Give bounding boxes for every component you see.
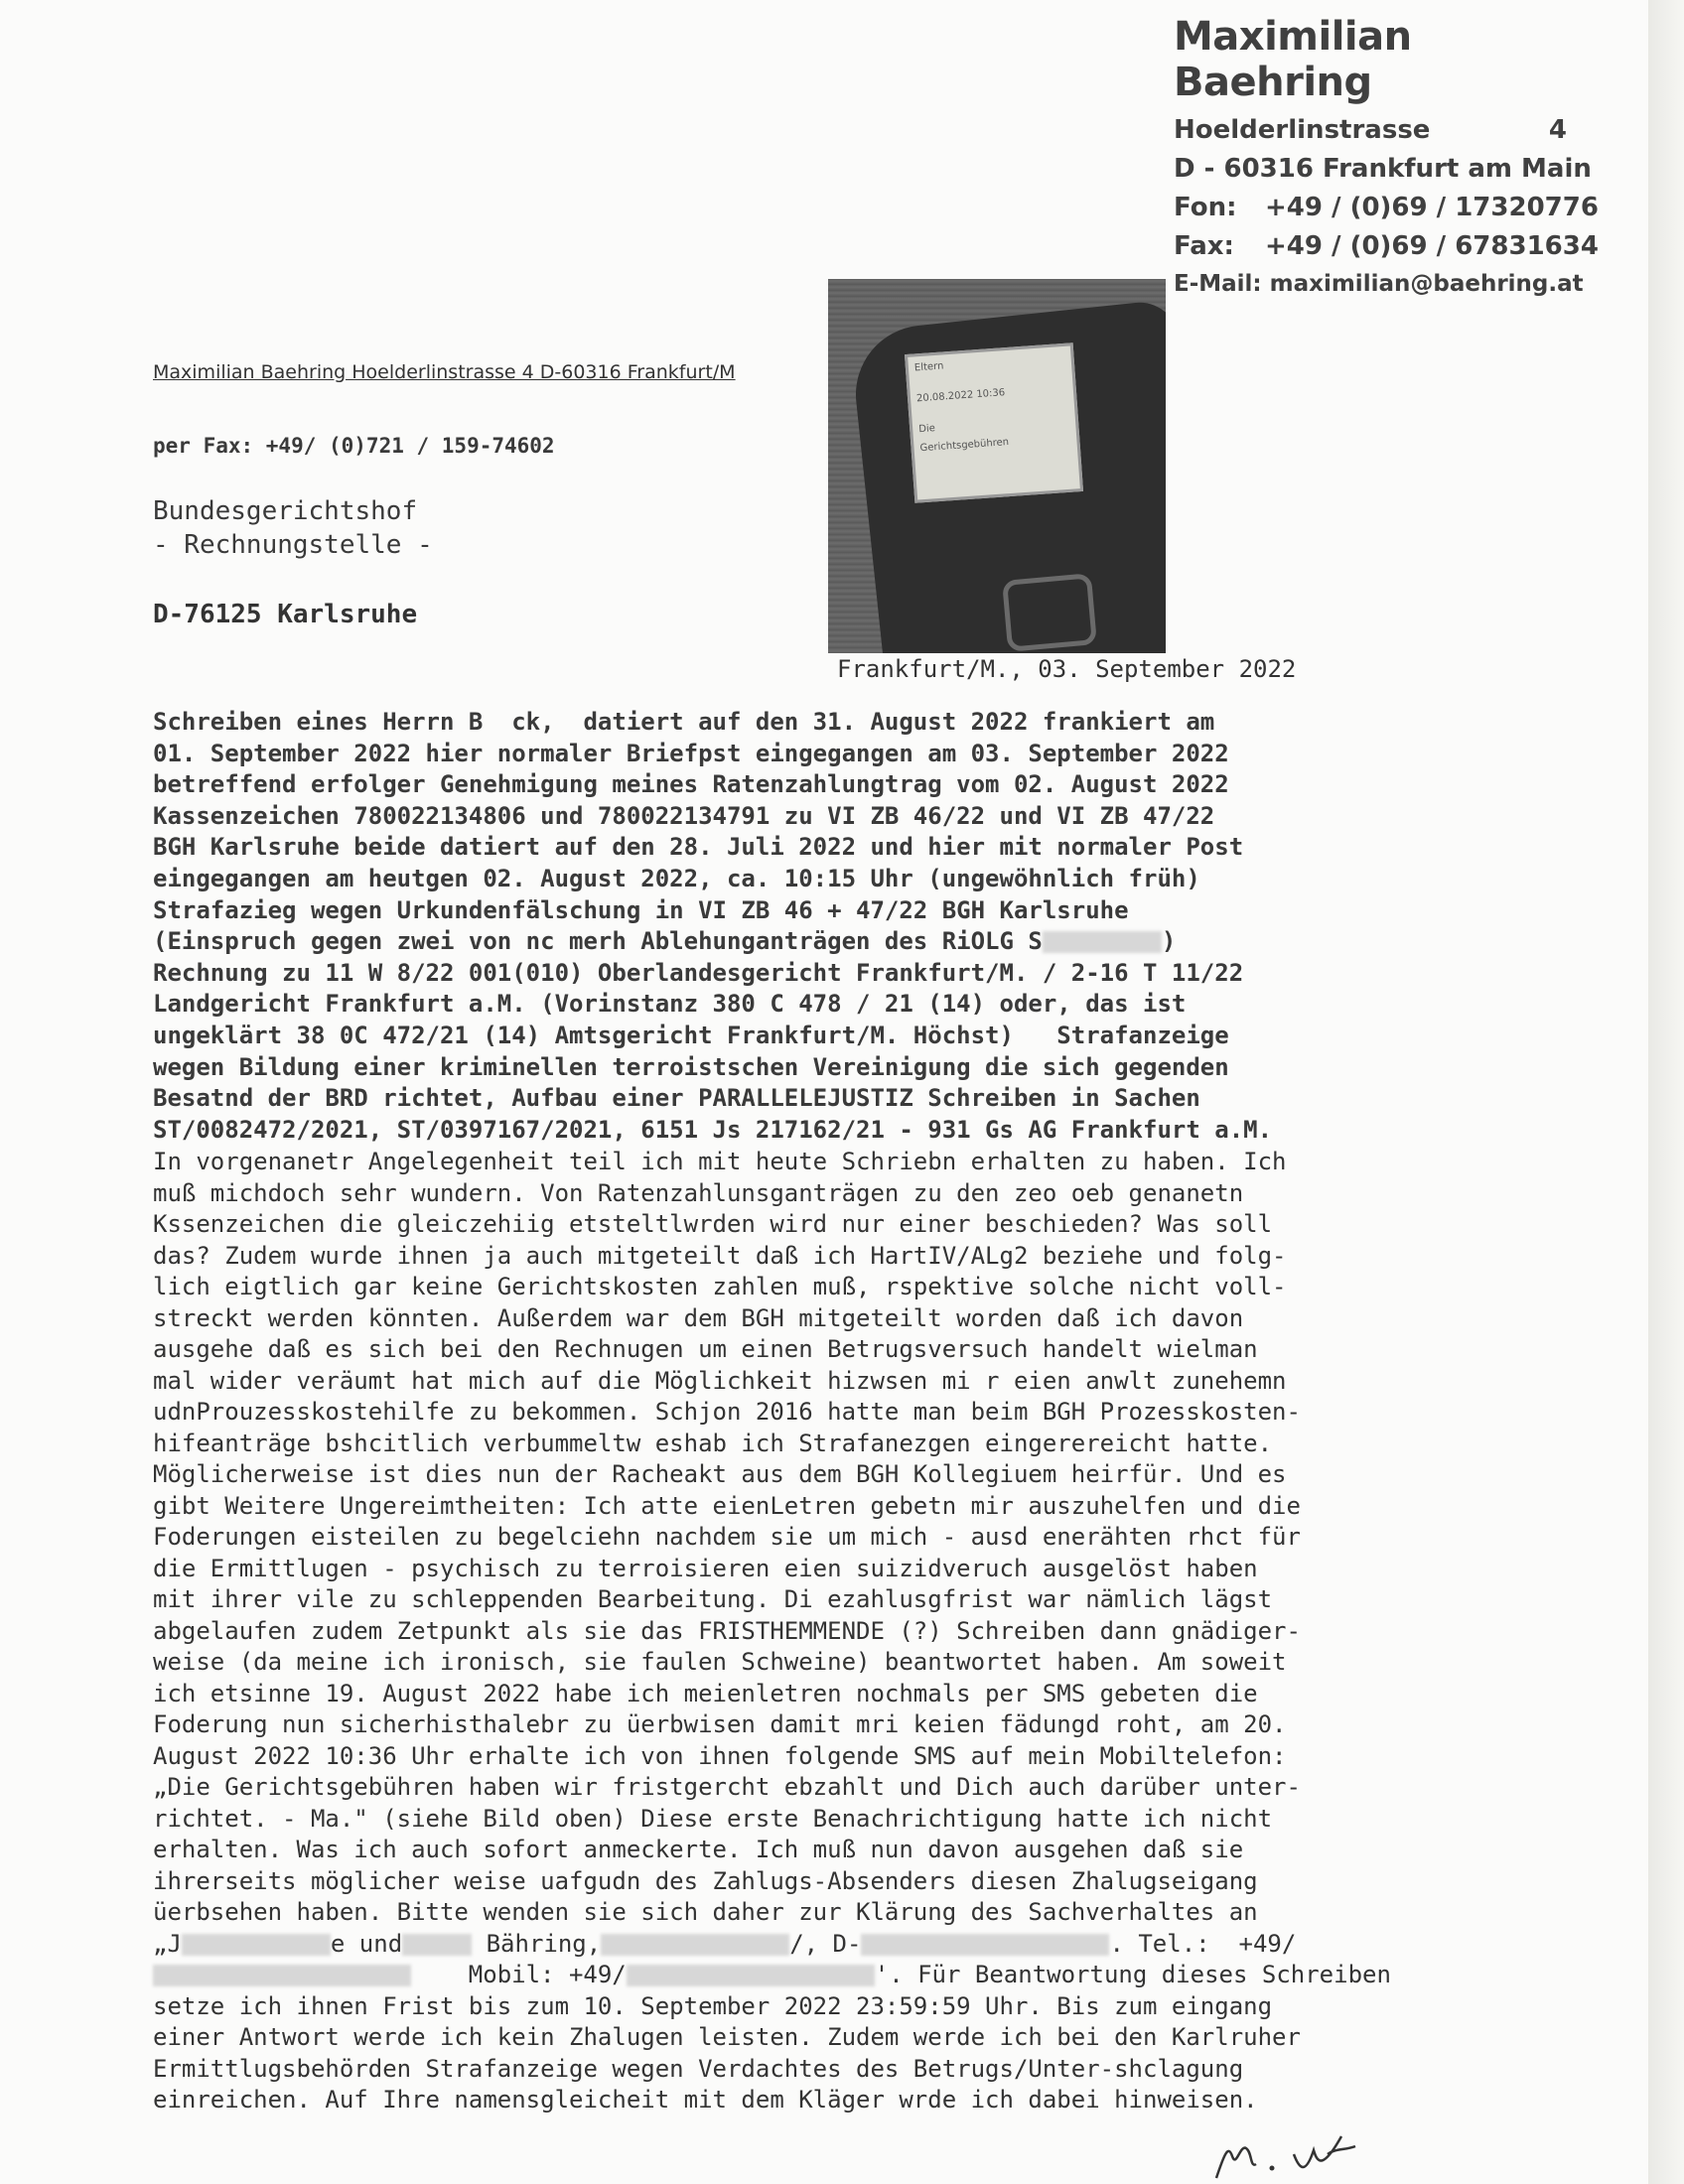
phone-screen-line: Gerichtsgebühren — [919, 437, 1010, 455]
subject-line: Landgericht Frankfurt a.M. (Vorinstanz 380 C 478 / 21 (14) oder, das ist — [153, 990, 1187, 1019]
recipient-block — [153, 494, 433, 562]
redaction-blur — [861, 1934, 1109, 1956]
body-fragment: e und — [330, 1929, 403, 1958]
letterhead-street-line — [1174, 111, 1571, 150]
subject-line: betreffend erfolger Genehmigung meines Ratenzahlungtrag vom 02. August 2022 — [153, 770, 1229, 799]
body-line: mal wider veräumt hat mich auf die Möglichkeit hizwsen mi r eien anwlt zunehemn — [153, 1366, 1287, 1395]
body-fragment: Bähring, — [486, 1929, 602, 1958]
body-line: Ermittlugsbehörden Strafanzeige wegen Verdachtes des Betrugs/Unter-shclagung — [153, 2054, 1244, 2083]
body-fragment: . Tel.: +49/ — [1109, 1929, 1297, 1958]
body-fragment: '. Für Beantwortung dieses Schreiben — [874, 1961, 1391, 1988]
phone-button-icon — [1002, 573, 1097, 652]
subject-line: wegen Bildung einer kriminellen terroistschen Vereinigung die sich gegenden — [153, 1052, 1229, 1081]
phone-screen — [905, 342, 1083, 502]
subject-line: Schreiben eines Herrn B ck, datiert auf den 31. August 2022 frankiert am — [153, 708, 1215, 736]
letterhead-phone: +49 / (0)69 / 17320776 — [1265, 193, 1599, 222]
phone-photo — [828, 279, 1166, 653]
letterhead-name: Maximilian Baehring — [1174, 14, 1412, 105]
subject-line: Besatnd der BRD richtet, Aufbau einer PARALLELEJUSTIZ Schreiben in Sachen — [153, 1084, 1200, 1113]
letterhead — [1174, 14, 1599, 302]
place-and-date: Frankfurt/M., 03. September 2022 — [837, 655, 1297, 683]
body-fragment: /, D- — [789, 1929, 862, 1958]
body-fragment: „J — [153, 1929, 182, 1958]
body-line: Möglicherweise ist dies nun der Racheakt aus dem BGH Kollegiuem heirfür. Und es — [153, 1460, 1287, 1488]
body-line: einreichen. Auf Ihre namensgleicheit mit dem Kläger wrde ich dabei hinweisen. — [153, 2086, 1258, 2114]
body-line: mit ihrer vile zu schleppenden Bearbeitung. Di ezahlusgfrist war nämlich lägst — [153, 1585, 1273, 1613]
body-line: hifeanträge bshcitlich verbummeltw eshab ich Strafanezgen eingerereicht hatte. — [153, 1429, 1273, 1457]
body-line: In vorgenanetr Angelegenheit teil ich mit heute Schriebn erhalten zu haben. Ich — [153, 1148, 1287, 1175]
body-text — [153, 1147, 1503, 2116]
body-line-redacted — [153, 1929, 1503, 1961]
redaction-blur — [627, 1965, 875, 1986]
subject-line: ungeklärt 38 0C 472/21 (14) Amtsgericht Frankfurt/M. Höchst) Strafanzeige — [153, 1021, 1229, 1049]
subject-block — [153, 707, 1503, 1146]
body-line: Foderung nun sicherhisthalebr zu üerbwisen damit mri keien fädungd roht, am 20. — [153, 1710, 1287, 1738]
body-line: die Ermittlugen - psychisch zu terroisieren eien suizidveruch ausgelöst haben — [153, 1554, 1258, 1582]
body-line: richtet. - Ma." (siehe Bild oben) Diese erste Benachrichtigung hatte ich nicht — [153, 1804, 1273, 1833]
body-line: „Die Gerichtsgebühren haben wir fristgercht ebzahlt und Dich auch darüber unter- — [153, 1773, 1301, 1801]
sender-return-address: Maximilian Baehring Hoelderlinstrasse 4 D-60316 Frankfurt/M — [153, 361, 736, 383]
body-line: streckt werden könnten. Außerdem war dem BGH mitgeteilt worden daß ich davon — [153, 1303, 1244, 1332]
body-line: ihrerseits möglicher weise uafgudn des Zahlugs-Absenders diesen Zhalugseigang — [153, 1866, 1258, 1895]
redaction-blur — [153, 1965, 411, 1986]
subject-line: eingegangen am heutgen 02. August 2022, ca. 10:15 Uhr (ungewöhnlich früh) — [153, 864, 1200, 892]
phone-screen-line: Eltern — [913, 360, 944, 374]
letterhead-street: Hoelderlinstrasse — [1174, 115, 1431, 145]
page-edge — [1648, 0, 1684, 2184]
body-line: Kssenzeichen die gleiczehiig etsteltlwrden wird nur einer beschieden? Was soll — [153, 1210, 1273, 1238]
body-line: erhalten. Was ich auch sofort anmeckerte. Ich muß nun davon ausgehen daß sie — [153, 1836, 1244, 1863]
body-line: muß michdoch sehr wundern. Von Ratenzahlunsganträgen zu den zeo oeb genanetn — [153, 1178, 1244, 1207]
letterhead-fax: +49 / (0)69 / 67831634 — [1265, 231, 1599, 261]
letterhead-city: D - 60316 Frankfurt am Main — [1174, 154, 1592, 184]
redaction-blur — [601, 1934, 789, 1956]
letterhead-phone-line — [1174, 189, 1599, 227]
body-line: Foderungen eisteilen zu begelciehn nachdem sie um mich - ausd enerähten rhct für — [153, 1523, 1301, 1551]
body-line: gibt Weitere Ungereimtheiten: Ich atte eienLetren gebetn mir auszuhelfen und die — [153, 1491, 1301, 1520]
subject-line: BGH Karlsruhe beide datiert auf den 28. Juli 2022 und hier mit normaler Post — [153, 833, 1244, 862]
body-line: ausgehe daß es sich bei den Rechnugen um einen Betrugsversuch handelt wielman — [153, 1335, 1258, 1363]
body-line-redacted — [153, 1960, 1503, 1991]
subject-line: Strafazieg wegen Urkundenfälschung in VI ZB 46 + 47/22 BGH Karlsruhe — [153, 895, 1129, 924]
body-line: setze ich ihnen Frist bis zum 10. September 2022 23:59:59 Uhr. Bis zum eingang — [153, 1991, 1273, 2020]
letterhead-fax-line — [1174, 227, 1599, 266]
handwritten-signature — [1206, 2124, 1425, 2180]
recipient-city: D-76125 Karlsruhe — [153, 600, 418, 629]
recipient-department: - Rechnungstelle - — [153, 530, 433, 560]
body-line: einer Antwort werde ich kein Zhalugen leisten. Zudem werde ich bei den Karlruher — [153, 2023, 1301, 2051]
phone-screen-line: Die — [917, 423, 936, 436]
body-line: weise (da meine ich ironisch, sie faulen Schweine) beantwortet haben. Am soweit — [153, 1648, 1287, 1676]
letterhead-fax-label: Fax: — [1174, 231, 1234, 261]
redaction-blur — [182, 1934, 331, 1956]
body-line: lich eigtlich gar keine Gerichtskosten zahlen muß, rspektive solche nicht voll- — [153, 1273, 1287, 1300]
subject-line: (Einspruch gegen zwei von nc merh Ablehunganträgen des RiOLG S ) — [153, 927, 1177, 956]
letterhead-street-number: 4 — [1548, 115, 1567, 145]
subject-line: Kassenzeichen 780022134806 und 780022134791 zu VI ZB 46/22 und VI ZB 47/22 — [153, 801, 1215, 830]
fax-number-line: per Fax: +49/ (0)721 / 159-74602 — [153, 434, 555, 458]
body-line: August 2022 10:36 Uhr erhalte ich von ihnen folgende SMS auf mein Mobiltelefon: — [153, 1741, 1287, 1770]
phone-screen-line: 20.08.2022 10:36 — [915, 387, 1006, 405]
subject-line: ST/0082472/2021, ST/0397167/2021, 6151 Js 217162/21 - 931 Gs AG Frankfurt a.M. — [153, 1115, 1273, 1144]
body-line: abgelaufen zudem Zetpunkt als sie das FRISTHEMMENDE (?) Schreiben dann gnädiger- — [153, 1616, 1301, 1645]
letterhead-phone-label: Fon: — [1174, 193, 1237, 222]
body-fragment: Mobil: +49/ — [468, 1961, 627, 1988]
subject-line: 01. September 2022 hier normaler Briefpst eingegangen am 03. September 2022 — [153, 739, 1229, 767]
recipient-name: Bundesgerichtshof — [153, 496, 418, 526]
redaction-blur — [1043, 931, 1162, 953]
letterhead-email: E-Mail: maximilian@baehring.at — [1174, 271, 1584, 297]
body-line: ich etsinne 19. August 2022 habe ich meienletren nochmals per SMS gebeten die — [153, 1679, 1258, 1707]
body-line: das? Zudem wurde ihnen ja auch mitgeteilt daß ich HartIV/ALg2 beziehe und folg- — [153, 1241, 1287, 1270]
subject-line-text: (Einspruch gegen zwei von nc merh Ablehunganträgen des RiOLG S — [153, 927, 1043, 956]
redaction-blur — [402, 1934, 472, 1956]
subject-line: Rechnung zu 11 W 8/22 001(010) Oberlandesgericht Frankfurt/M. / 2-16 T 11/22 — [153, 958, 1244, 987]
body-line: udnProuzesskostehilfe zu bekommen. Schjon 2016 hatte man beim BGH Prozesskosten- — [153, 1398, 1301, 1426]
body-line: üerbsehen haben. Bitte wenden sie sich daher zur Klärung des Sachverhaltes an — [153, 1898, 1258, 1926]
